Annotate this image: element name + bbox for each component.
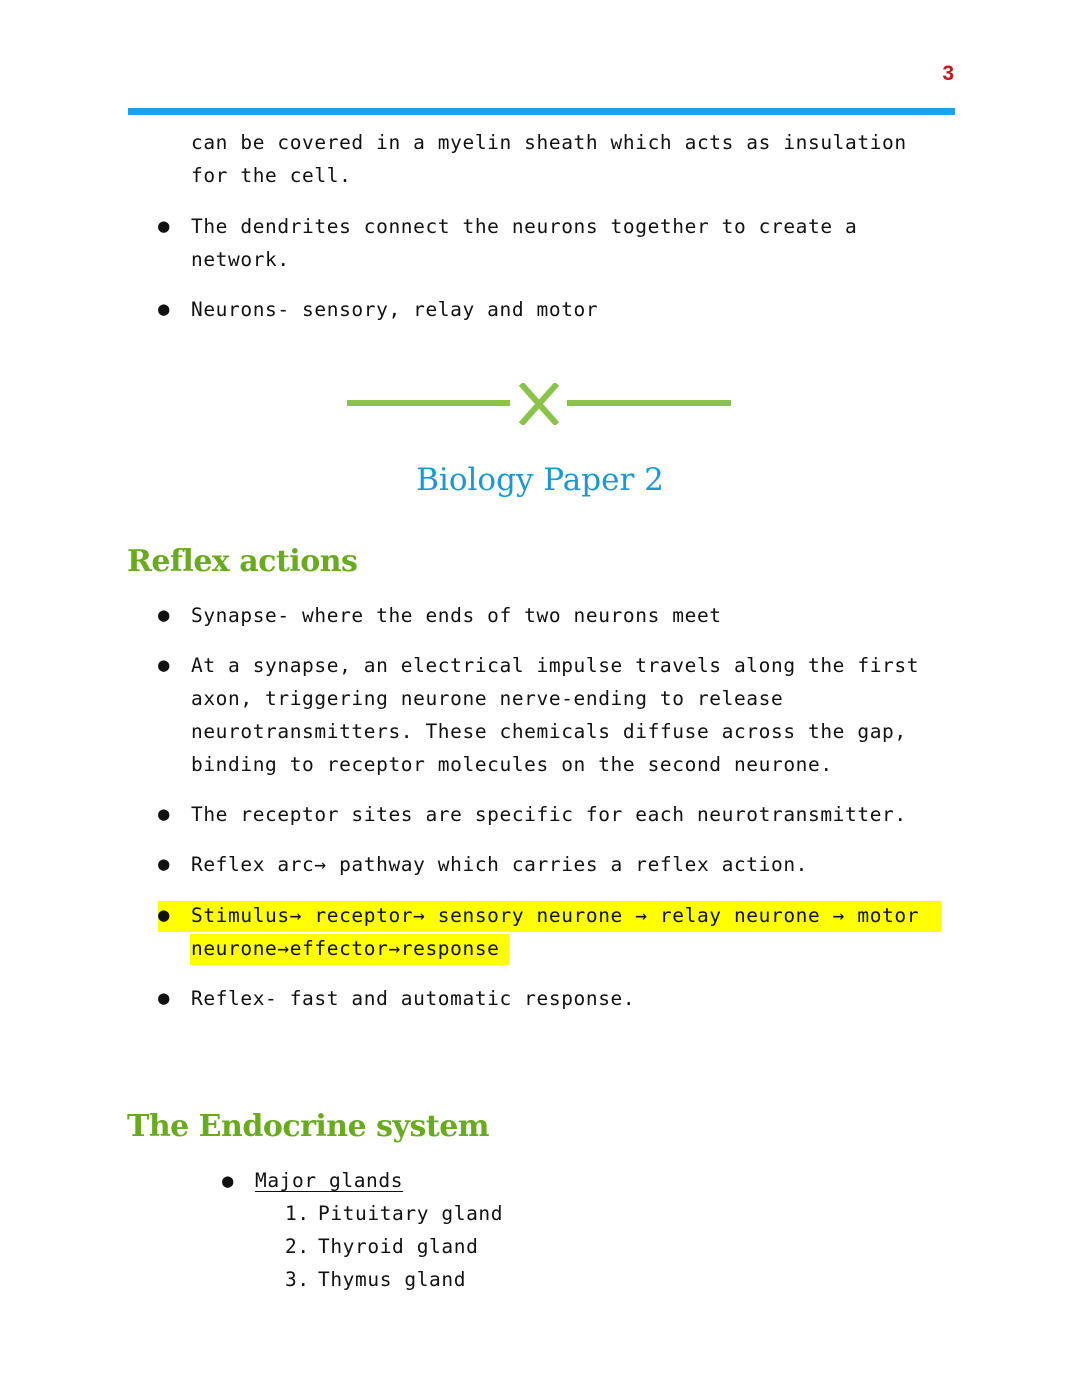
- text-line: Stimulus→ receptor→ sensory neurone → relay neurone → motor: [191, 904, 920, 927]
- major-glands-label: Major glands: [255, 1169, 404, 1192]
- list-number: 1.: [285, 1202, 310, 1225]
- list-number: 2.: [285, 1235, 310, 1258]
- bullet-icon: ●: [158, 654, 171, 676]
- text-line: binding to receptor molecules on the second neurone.: [191, 753, 833, 776]
- list-item: [158, 848, 958, 881]
- text-line: Synapse- where the ends of two neurons meet: [191, 604, 722, 627]
- text-line: The receptor sites are specific for each neurotransmitter.: [191, 803, 907, 826]
- bullet-icon: ●: [158, 987, 171, 1009]
- bullet-icon: ●: [158, 803, 171, 825]
- list-item: [222, 1164, 403, 1198]
- page-number: 3: [942, 62, 954, 85]
- gland-label: Pituitary gland: [318, 1202, 504, 1225]
- text-line: neurone→effector→response: [191, 937, 500, 960]
- section-title: Biology Paper 2: [416, 462, 664, 498]
- section-divider: [347, 383, 731, 425]
- heading-reflex-actions: Reflex actions: [127, 544, 358, 579]
- bullet-icon: ●: [158, 298, 171, 320]
- list-item: [158, 982, 958, 1015]
- ordered-list-item: [285, 1263, 466, 1296]
- text-line: Neurons- sensory, relay and motor: [191, 298, 599, 321]
- list-number: 3.: [285, 1268, 310, 1291]
- text-line: can be covered in a myelin sheath which acts as insulation: [191, 131, 907, 154]
- bullet-icon: ●: [222, 1170, 235, 1192]
- bullet-icon: ●: [158, 904, 171, 926]
- gland-label: Thyroid gland: [318, 1235, 479, 1258]
- bullet-icon: ●: [158, 215, 171, 237]
- text-line: The dendrites connect the neurons together to create a: [191, 215, 858, 238]
- text-line: neurotransmitters. These chemicals diffuse across the gap,: [191, 720, 907, 743]
- gland-label: Thymus gland: [318, 1268, 467, 1291]
- text-line: for the cell.: [191, 164, 352, 187]
- text-line: Reflex- fast and automatic response.: [191, 987, 636, 1010]
- list-item: [158, 293, 958, 326]
- list-item: [158, 649, 958, 781]
- ordered-list-item: [285, 1197, 503, 1230]
- x-icon: [347, 383, 731, 425]
- bullet-icon: ●: [158, 853, 171, 875]
- list-item-highlighted: [158, 899, 958, 965]
- list-item: [158, 210, 958, 276]
- list-item: [158, 599, 958, 632]
- heading-endocrine-system: The Endocrine system: [127, 1109, 490, 1144]
- continuation-paragraph: [191, 126, 951, 192]
- text-line: At a synapse, an electrical impulse travels along the first: [191, 654, 920, 677]
- list-item: [158, 798, 958, 831]
- ordered-list-item: [285, 1230, 478, 1263]
- header-rule: [128, 108, 955, 115]
- text-line: axon, triggering neurone nerve-ending to release: [191, 687, 784, 710]
- text-line: network.: [191, 248, 290, 271]
- bullet-icon: ●: [158, 604, 171, 626]
- text-line: Reflex arc→ pathway which carries a reflex action.: [191, 853, 808, 876]
